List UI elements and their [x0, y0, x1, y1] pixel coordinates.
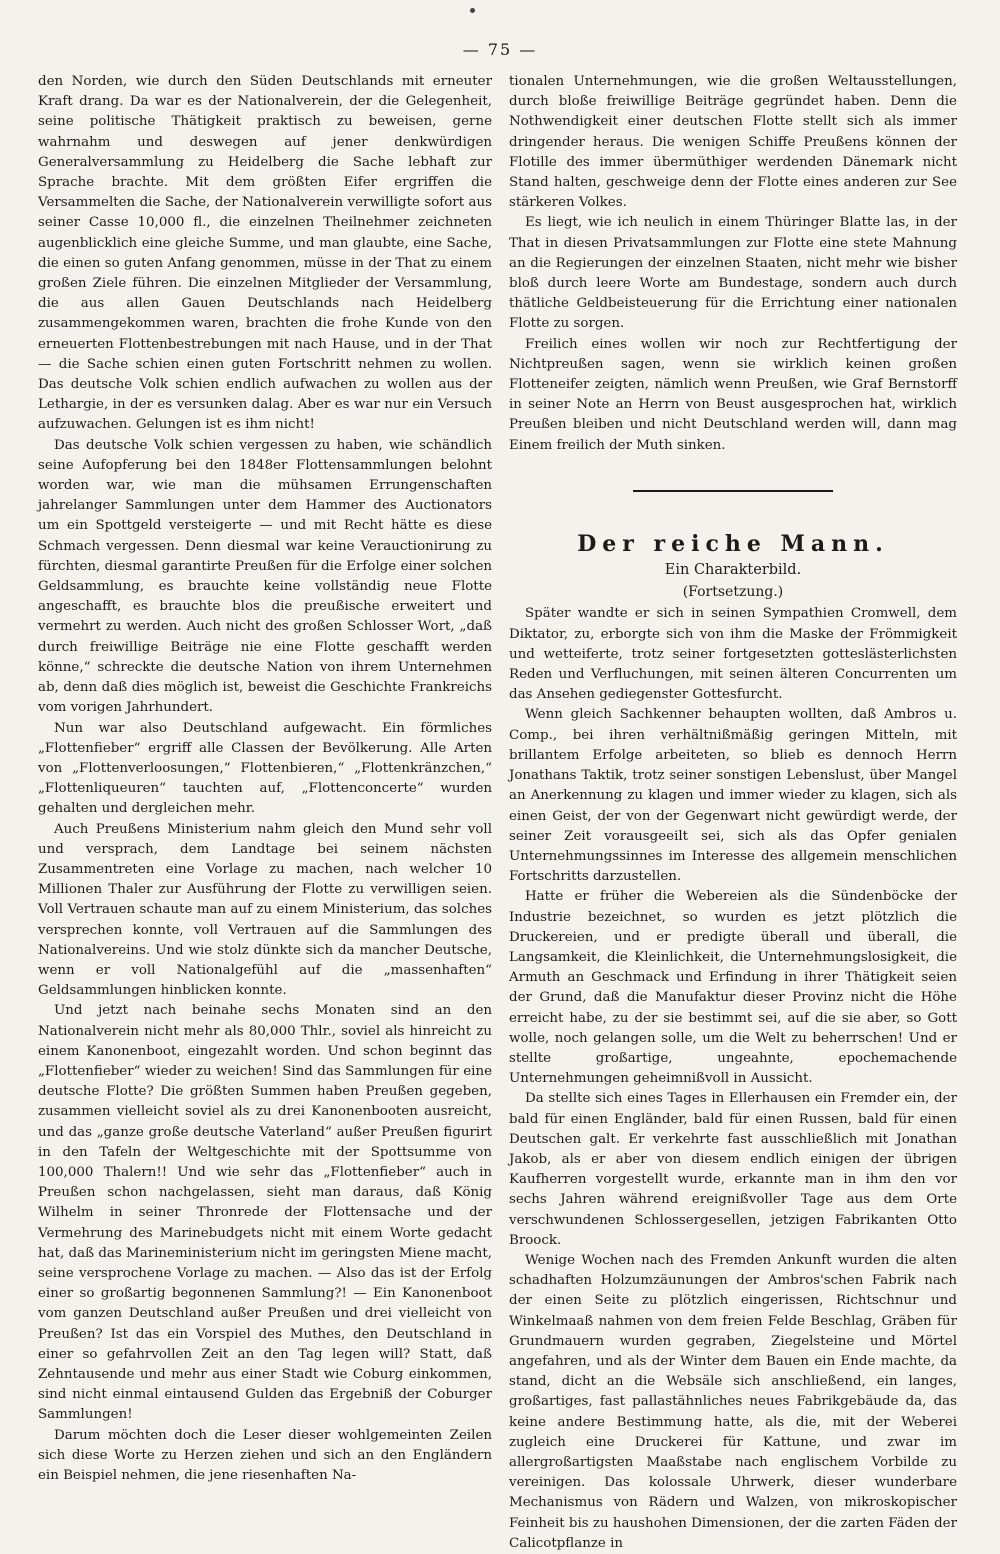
- paragraph: Wenige Wochen nach des Fremden Ankunft wurden die alten schadhaften Holzumzäunungen der Ambros'schen Fabrik nach der einen Seite zu plötzlich eingerissen, Richtschnur und Winkelmaaß nahmen von dem freien Felde Beschlag, Gräben für Grundmauern wurden gegraben, Ziegelsteine und Mörtel angefahren, und als der Winter dem Bauen ein Ende machte, da stand, dicht an die Websäle sich anschließend, ein langes, großartiges, fast pallastähnliches neues Fabrikgebäude da, das keine andere Bestimmung hatte, als die, mit der Weberei zugleich eine Druckerei für Kattune, und zwar im allergroßartigsten Maaßstabe nach englischem Vorbilde zu vereinigen. Das kolossale Uhrwerk, dieser wunderbare Mechanismus von Rädern und Walzen, von mikroskopischer Feinheit bis zu haushohen Dimensionen, der die zarten Fäden der Calicotpflanze in: [509, 1252, 957, 1551]
- paragraph: Wenn gleich Sachkenner behaupten wollten, daß Ambros u. Comp., bei ihren verhältnißmäßig geringen Mitteln, mit brillantem Erfolge arbeiteten, so blieb es dennoch Herrn Jonathans Taktik, trotz seiner sonstigen Lebenslust, über Mangel an Anerkennung zu klagen und immer wieder zu klagen, sich als einen Geist, der von der Gegenwart nicht gewürdigt werde, der seiner Zeit vorausgeeilt sei, sich als das Opfer genialen Unternehmungssinnes im Interesse des allgemein menschlichen Fortschritts darzustellen.: [509, 707, 957, 885]
- left-column: [38, 72, 492, 1486]
- paragraph: Freilich eines wollen wir noch zur Rechtfertigung der Nichtpreußen sagen, wenn sie wirklich keinen großen Flotteneifer zeigten, nämlich wenn Preußen, wie Graf Bernstorff in seiner Note an Herrn von Beust ausgesprochen hat, wirklich Preußen bleiben und nicht Deutschland werden will, dann mag Einem freilich der Muth sinken.: [509, 336, 957, 453]
- paragraph: Später wandte er sich in seinen Sympathien Cromwell, dem Diktator, zu, erborgte sich von ihm die Maske der Frömmigkeit und wetteiferte, trotz seiner fortgesetzten gotteslästerlichsten Reden und Verfluchungen, mit seinen älteren Concurrenten um das Ansehen gediegenster Gottesfurcht.: [509, 606, 957, 703]
- paragraph: tionalen Unternehmungen, wie die großen Weltausstellungen, durch bloße freiwillige Beiträge gegründet haben. Denn die Nothwendigkeit einer deutschen Flotte stellt sich als immer dringender heraus. Die wenigen Schiffe Preußens können der Flotille des immer übermüthiger werdenden Dänemark nicht Stand halten, geschweige denn der Flotte eines anderen zur See stärkeren Volkes.: [509, 74, 957, 211]
- paragraph: den Norden, wie durch den Süden Deutschlands mit erneuter Kraft drang. Da war es der Nationalverein, der die Gelegenheit, seine politische Thätigkeit praktisch zu beweisen, gerne wahrnahm und deswegen auf jener denkwürdigen Generalversammlung zu Heidelberg die Sache lebhaft zur Sprache brachte. Mit dem größten Eifer ergriffen die Versammelten die Sache, der Nationalverein verwilligte sofort aus seiner Casse 10,000 fl., die einzelnen Theilnehmer zeichneten augenblicklich eine gleiche Summe, und man glaubte, eine Sache, die einen so guten Anfang genommen, müsse in der That zu einem großen Ziele führen. Die einzelnen Mitglieder der Versammlung, die aus allen Gauen Deutschlands nach Heidelberg zusammengekommen waren, brachten die frohe Kunde von den erneuerten Flottenbestrebungen mit nach Hause, und in der That — die Sache schien einen guten Fortschritt nehmen zu wollen. Das deutsche Volk schien endlich aufwachen zu wollen aus der Lethargie, in der es versunken dalag. Aber es war nur ein Versuch aufzuwachen. Gelungen ist es ihm nicht!: [38, 74, 492, 433]
- paragraph: Das deutsche Volk schien vergessen zu haben, wie schändlich seine Aufopferung bei den 1848er Flottensammlungen belohnt worden war, wie man die mühsamen Errungenschaften jahrelanger Sammlungen unter dem Hammer des Auctionators um ein Spottgeld versteigerte — und mit Recht hätte es diese Schmach vergessen. Denn diesmal war keine Verauctionirung zu fürchten, diesmal garantirte Preußen für die Erfolge einer solchen Geldsammlung, es brauchte keine vollständig neue Flotte angeschafft, es brauchte blos die preußische erweitert und vermehrt zu werden. Auch nicht des großen Schlosser Wort, „daß durch freiwillige Beiträge nie eine Flotte geschafft werden könne,“ schreckte die deutsche Nation von ihrem Unternehmen ab, denn daß dies möglich ist, beweist die Geschichte Frankreichs vom vorigen Jahrhundert.: [38, 437, 492, 716]
- paragraph: Darum möchten doch die Leser dieser wohlgemeinten Zeilen sich diese Worte zu Herzen ziehen und sich an den Engländern ein Beispiel nehmen, die jene riesenhaften Na-: [38, 1427, 492, 1484]
- paragraph: Und jetzt nach beinahe sechs Monaten sind an den Nationalverein nicht mehr als 80,000 Thlr., soviel als hinreicht zu einem Kanonenboot, eingezahlt worden. Und schon beginnt das „Flottenfieber“ wieder zu weichen! Sind das Sammlungen für eine deutsche Flotte? Die größten Summen haben Preußen gegeben, zusammen vielleicht soviel als zu drei Kanonenbooten ausreicht, und das „ganze große deutsche Vaterland“ außer Preußen figurirt in den Tafeln der Weltgeschichte mit der Spottsumme von 100,000 Thalern!! Und wie sehr das „Flottenfieber“ auch in Preußen schon nachgelassen, sieht man daraus, daß König Wilhelm in seiner Thronrede der Flottensache und der Vermehrung des Marinebudgets nicht mit einem Worte gedacht hat, daß das Marineministerium nicht im geringsten Miene macht, seine versprochene Vorlage zu machen. — Also das ist der Erfolg einer so großartig begonnenen Sammlung?! — Ein Kanonenboot vom ganzen Deutschland außer Preußen und drei vielleicht von Preußen? Ist das ein Vorspiel des Muthes, den Deutschland in einer so gefahrvollen Zeit an den Tag legen will? Statt, daß Zehntausende und mehr aus einer Stadt wie Coburg einkommen, sind nicht einmal eintausend Gulden das Ergebniß der Coburger Sammlungen!: [38, 1003, 492, 1423]
- print-speck: [470, 8, 475, 13]
- page-number: — 75 —: [462, 40, 538, 59]
- paragraph: Hatte er früher die Webereien als die Sündenböcke der Industrie bezeichnet, so wurden es jetzt plötzlich die Druckereien, und er predigte überall und überall, die Langsamkeit, die Kleinlichkeit, die Unternehmungslosigkeit, die Armuth an Geschmack und Erfindung in ihrer Thätigkeit seien der Grund, daß die Manufaktur dieser Provinz nicht die Höhe erreicht habe, zu der sie bestimmt sei, auf die sie aber, so Gott wolle, noch gelangen solle, um die Welt zu beherrschen! Und er stellte großartige, ungeahnte, epochemachende Unternehmungen geheimnißvoll in Aussicht.: [509, 889, 957, 1087]
- paragraph: Es liegt, wie ich neulich in einem Thüringer Blatte las, in der That in diesen Privatsammlungen zur Flotte eine stete Mahnung an die Regierungen der einzelnen Staaten, nicht mehr wie bisher bloß durch leere Worte am Bundestage, sondern auch durch thätliche Geldbeisteuerung für die Errichtung einer nationalen Flotte zu sorgen.: [509, 215, 957, 332]
- paragraph: Nun war also Deutschland aufgewacht. Ein förmliches „Flottenfieber“ ergriff alle Classen der Bevölkerung. Alle Arten von „Flottenverloosungen,“ Flottenbieren,“ „Flottenkränzchen,“ „Flottenliqueuren“ tauchten auf, „Flottenconcerte“ wurden gehalten und dergleichen mehr.: [38, 720, 492, 817]
- story-title: Der reiche Mann.: [577, 530, 889, 557]
- story-continuation-note: (Fortsetzung.): [682, 584, 784, 601]
- paragraph: Da stellte sich eines Tages in Ellerhausen ein Fremder ein, der bald für einen Engländer, bald für einen Russen, bald für einen Deutschen galt. Er verkehrte fast ausschließlich mit Jonathan Jakob, als er aber von diesem endlich einigen der übrigen Kaufherren vorgestellt wurde, erkannte man in ihm den vor sechs Jahren während ereignißvoller Tage aus dem Orte verschwundenen Schlossergesellen, jetzigen Fabrikanten Otto Broock.: [509, 1091, 957, 1248]
- paragraph: Auch Preußens Ministerium nahm gleich den Mund sehr voll und versprach, dem Landtage bei seinem nächsten Zusammentreten eine Vorlage zu machen, nach welcher 10 Millionen Thaler zur Ausführung der Flotte zu verwilligen seien. Voll Vertrauen schaute man auf zu einem Ministerium, das solches versprechen konnte, voll Vertrauen auf die Sammlungen des Nationalvereins. Und wie stolz dünkte sich da mancher Deutsche, wenn er voll Nationalgefühl auf die „massenhaften“ Geldsammlungen hinblicken konnte.: [38, 821, 492, 999]
- right-column: [509, 72, 957, 1554]
- section-divider: [633, 490, 833, 492]
- story-subtitle: Ein Charakterbild.: [664, 562, 802, 579]
